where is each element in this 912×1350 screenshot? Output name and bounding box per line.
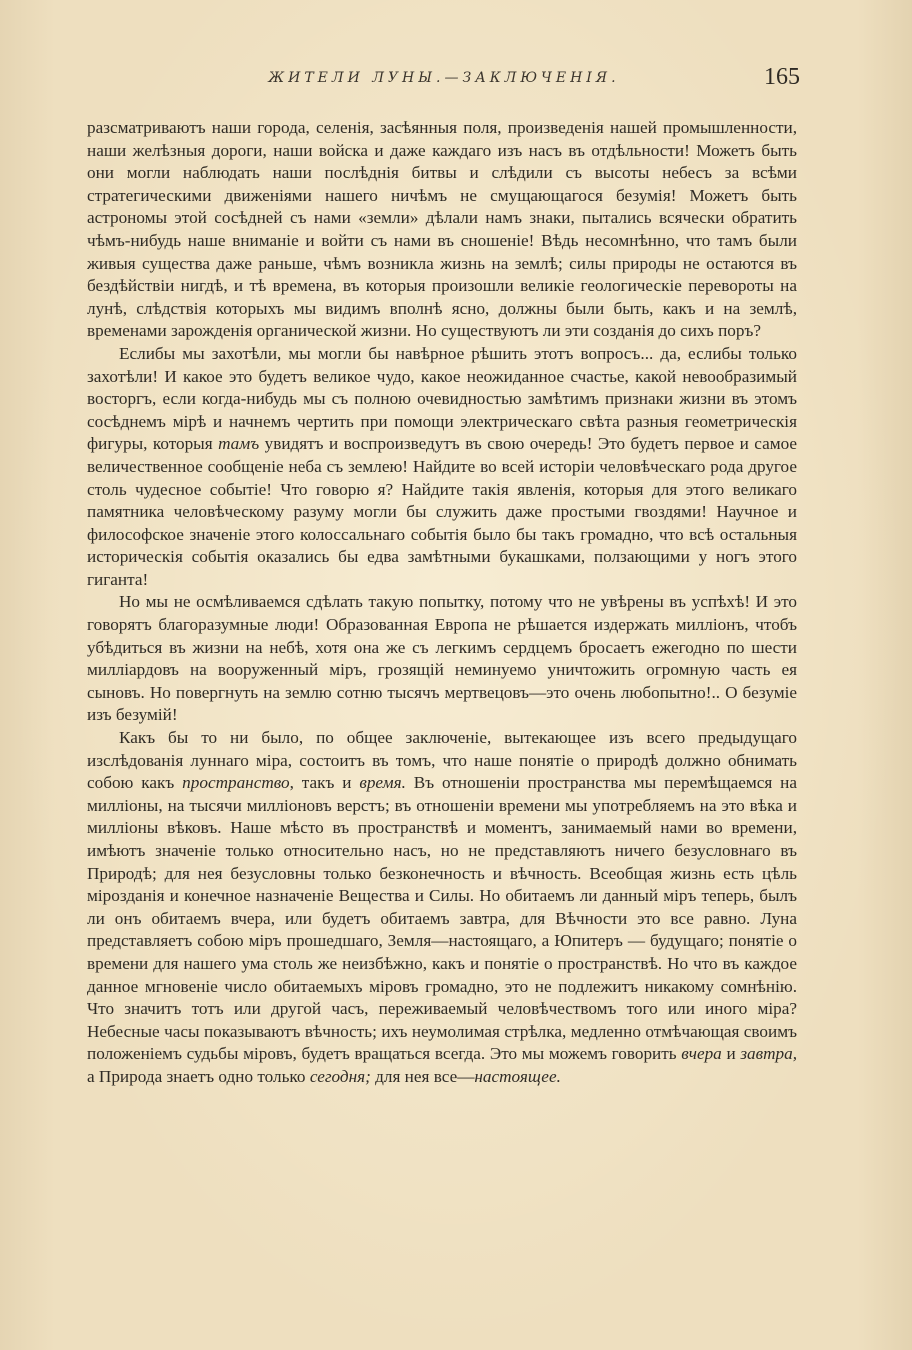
page-number: 165	[764, 64, 800, 90]
running-title: ЖИТЕЛИ ЛУНЫ.—ЗАКЛЮЧЕНІЯ.	[268, 70, 620, 86]
paragraph-4-text-a: Какъ бы то ни было, по общее заключеніе, вытекающее изъ всего предыдущаго изслѣдованія луннаго міра, состоитъ въ томъ, что наше понятіе о природѣ должно обнимать собою какъ	[87, 728, 797, 793]
paragraph-2-text-b: увидятъ и воспроизведутъ въ свою очередь! Это будетъ первое и самое величественное сообщеніе неба съ землею! Найдите во всей исторіи человѣческаго рода другое столь чудесное событіе! Что говорю я? Найдите такія явленія, которыя для этого великаго памятника человѣческому разуму могли бы служить даже простыми гвоздями! Научное и философское значеніе этого колоссальнаго событія было бы такъ громадно, что всѣ остальныя историческія событія оказались бы едва замѣтными букашками, ползающими у ногъ этого гиганта!	[87, 434, 798, 589]
paragraph-2-emphasis: тамъ	[218, 434, 260, 454]
paragraph-4-emphasis-tomorrow: завтра,	[740, 1044, 798, 1064]
paragraph-1-text: разсматриваютъ наши города, селенія, засѣянныя поля, произведенія нашей промышленности, наши желѣзныя дороги, наши войска и даже каждаго изъ насъ въ отдѣльности! Можетъ быть они могли наблюдать наши послѣднія битвы и слѣдили съ высоты небесъ за всѣми стратегическими движеніями нашего ничѣмъ не смущающагося безумія! Можетъ быть астрономы этой сосѣдней съ нами «земли» дѣлали намъ знаки, пытались всячески обратить чѣмъ-нибудь наше вниманіе и войти съ нами въ сношеніе! Вѣдь несомнѣнно, что тамъ были живыя существа даже раньше, чѣмъ возникла жизнь на землѣ; силы природы не остаются въ бездѣйствіи нигдѣ, и тѣ времена, въ которыя произошли великіе геологическіе перевороты на лунѣ, слѣдствія которыхъ мы видимъ вполнѣ ясно, должны были быть, какъ и на землѣ, временами зарожденія органической жизни. Но существуютъ ли эти созданія до сихъ поръ?	[87, 118, 797, 341]
paragraph-4-text-f: для нея все—	[375, 1066, 475, 1086]
paragraph-4-text-b: , такъ и	[289, 773, 352, 793]
paragraph-4-emphasis-space: пространство	[182, 773, 290, 793]
paragraph-2	[87, 343, 797, 592]
paragraph-4-emphasis-today: сегодня;	[309, 1066, 371, 1086]
paragraph-4-emphasis-yesterday: вчера	[681, 1044, 722, 1064]
paragraph-4-text-c: Въ отношеніи пространства мы перемѣщаемся на милліоны, на тысячи милліоновъ верстъ; въ отношеніи времени мы употребляемъ на это вѣка и милліоны вѣковъ. Наше мѣсто въ пространствѣ и моментъ, занимаемый нами во времени, имѣютъ значеніе только относительно насъ, но не представляютъ ничего безусловнаго въ Природѣ; для нея безусловны только безконечность и вѣчность. Всеобщая жизнь есть цѣль мірозданія и конечное назначеніе Вещества и Силы. Но обитаемъ ли данный міръ теперь, былъ ли онъ обитаемъ вчера, или будетъ обитаемъ завтра, для Вѣчности это все равно. Луна представляетъ собою міръ прошедшаго, Земля—настоящаго, а Юпитеръ — будущаго; понятіе о времени для нашего ума столь же неизбѣжно, какъ и понятіе о пространствѣ. Но что въ каждое данное мгновеніе число обитаемыхъ міровъ громадно, это не подлежитъ никакому сомнѣнію. Что значитъ тотъ или другой часъ, переживаемый человѣчествомъ того или иного міра? Небесные часы показываютъ вѣчность; ихъ неумолимая стрѣлка, медленно отмѣчающая своимъ положеніемъ судьбы міровъ, будетъ вращаться всегда. Это мы можемъ говорить	[87, 773, 798, 1064]
paragraph-2-text-a: Еслибы мы захотѣли, мы могли бы навѣрное рѣшить этотъ вопросъ... да, еслибы только захотѣли! И какое это будетъ великое чудо, какое неожиданное счастье, какой невообразимый восторгъ, если когда-нибудь мы съ полною очевидностью замѣтимъ признаки жизни въ этомъ сосѣднемъ мірѣ и начнемъ чертить при помощи электрическаго свѣта разныя геометрическія фигуры, которыя	[87, 343, 797, 454]
paragraph-4-emphasis-time: время.	[359, 773, 406, 793]
paragraph-1	[87, 117, 797, 343]
paragraph-4-text-d: и	[726, 1044, 736, 1064]
body-text	[87, 117, 797, 1089]
paragraph-4	[87, 727, 797, 1089]
running-head	[90, 64, 798, 92]
paragraph-4-emphasis-present: настоящее.	[474, 1066, 561, 1086]
paragraph-3-text: Но мы не осмѣливаемся сдѣлать такую попытку, потому что не увѣрены въ успѣхѣ! И это говорятъ благоразумные люди! Образованная Европа не рѣшается издержать милліонъ, чтобъ убѣдиться въ жизни на небѣ, хотя она же съ легкимъ сердцемъ бросаетъ ежегодно по шести милліардовъ на вооруженный міръ, грозящій неминуемо уничтожить огромную часть ея сыновъ. Но повергнуть на землю сотню тысячъ мертвецовъ—это очень любопытно!.. О безуміе изъ безумій!	[87, 592, 797, 725]
paragraph-4-text-e: а Природа знаетъ одно только	[87, 1066, 306, 1086]
paragraph-3	[87, 591, 797, 727]
